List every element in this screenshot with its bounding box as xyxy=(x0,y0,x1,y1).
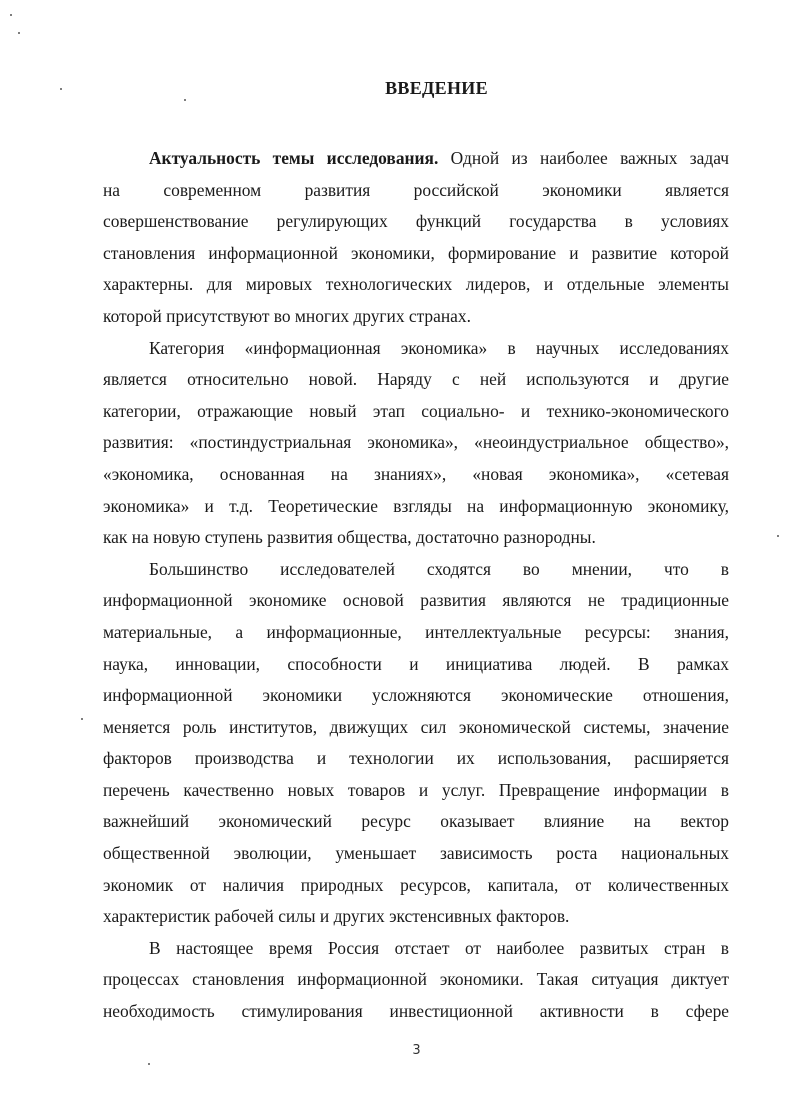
text-line: совершенствование регулирующих функций государства в условиях xyxy=(103,211,729,232)
text-line: экономика» и т.д. Теоретические взгляды на информационную экономику, xyxy=(103,495,729,516)
paragraph-relevance xyxy=(103,143,729,333)
text-line: перечень качественно новых товаров и услуг. Превращение информации в xyxy=(103,779,729,800)
page-number: 3 xyxy=(412,1043,421,1058)
text-line: В настоящее время Россия отстает от наиболее развитых стран в xyxy=(149,937,729,958)
text-line: характеристик рабочей силы и других экстенсивных факторов. xyxy=(103,906,570,927)
paragraph-category xyxy=(103,333,729,554)
text-line: развития: «постиндустриальная экономика», «неоиндустриальное общество», xyxy=(103,432,729,453)
text-line: характерны. для мировых технологических лидеров, и отдельные элементы xyxy=(103,274,729,295)
text-line: является относительно новой. Наряду с ней используются и другие xyxy=(103,369,729,390)
paragraph-researchers xyxy=(103,554,729,933)
scan-speck xyxy=(18,32,20,34)
text-line: материальные, а информационные, интеллектуальные ресурсы: знания, xyxy=(103,621,729,642)
text-line: «экономика, основанная на знаниях», «новая экономика», «сетевая xyxy=(103,463,729,484)
text-line: наука, инновации, способности и инициатива людей. В рамках xyxy=(103,653,729,674)
text-line: факторов производства и технологии их использования, расширяется xyxy=(103,748,729,769)
text-line: Актуальность темы исследования. Одной из наиболее важных задач xyxy=(149,148,729,168)
body-text xyxy=(103,143,729,1028)
scan-speck xyxy=(148,1063,150,1065)
scan-speck xyxy=(777,535,779,537)
text-line: необходимость стимулирования инвестиционной активности в сфере xyxy=(103,1001,729,1022)
text-line: становления информационной экономики, формирование и развитие которой xyxy=(103,242,729,263)
paragraph-russia xyxy=(103,933,729,1028)
text-line: Категория «информационная экономика» в научных исследованиях xyxy=(149,337,729,358)
section-title: ВВЕДЕНИЕ xyxy=(385,78,488,98)
scan-speck xyxy=(10,14,12,16)
scan-speck xyxy=(184,99,186,101)
text-line: которой присутствуют во многих других странах. xyxy=(103,305,471,326)
text-line: категории, отражающие новый этап социально- и технико-экономического xyxy=(103,400,729,421)
text-line: меняется роль институтов, движущих сил экономической системы, значение xyxy=(103,716,729,737)
text-line: информационной экономики усложняются экономические отношения, xyxy=(103,685,729,706)
text-line: информационной экономике основой развития являются не традиционные xyxy=(103,590,729,611)
lead-bold-phrase: Актуальность темы исследования. xyxy=(149,148,439,168)
text-line: экономик от наличия природных ресурсов, капитала, от количественных xyxy=(103,874,729,895)
text-line: общественной эволюции, уменьшает зависимость роста национальных xyxy=(103,843,729,864)
text-line: процессах становления информационной экономики. Такая ситуация диктует xyxy=(103,969,729,990)
text-line: важнейший экономический ресурс оказывает влияние на вектор xyxy=(103,811,729,832)
scan-speck xyxy=(81,718,83,720)
text-line: как на новую ступень развития общества, достаточно разнородны. xyxy=(103,527,596,548)
text-line: на современном развития российской экономики является xyxy=(103,179,729,200)
text-line: Большинство исследователей сходятся во мнении, что в xyxy=(149,558,729,579)
